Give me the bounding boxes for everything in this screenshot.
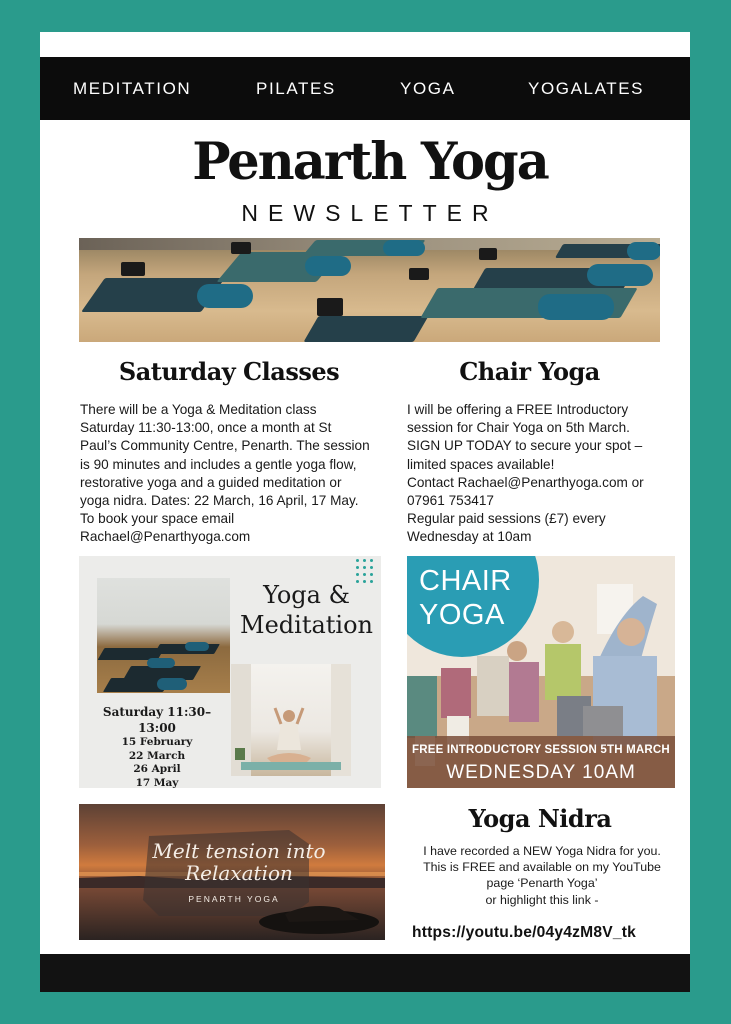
meditation-schedule (93, 704, 221, 788)
free-session-banner: FREE INTRODUCTORY SESSION 5TH MARCH (412, 744, 670, 756)
yoga-block (121, 262, 145, 276)
chair-yoga-heading: Chair Yoga (459, 357, 600, 386)
schedule-date: 26 April (133, 763, 181, 775)
yoga-bolster (383, 240, 425, 256)
footer-bar (40, 954, 690, 992)
studio-hero-image (79, 238, 660, 342)
weekday-time-banner: WEDNESDAY 10AM (446, 762, 636, 783)
yoga-bolster (538, 294, 614, 320)
schedule-date: 17 May (135, 776, 179, 788)
nav-item-meditation[interactable]: MEDITATION (73, 79, 192, 98)
yoga-block (231, 242, 251, 254)
yoga-block (479, 248, 497, 260)
chair-yoga-flyer (407, 556, 675, 788)
yoga-nidra-text: I have recorded a NEW Yoga Nidra for you. This is FREE and available on my YouTube page ‘Penarth Yoga’ or highlight this link - (423, 844, 661, 907)
yoga-block (317, 298, 343, 316)
relaxation-script-text: Melt tension into Relaxation (152, 839, 326, 885)
yoga-meditation-heading: Yoga & Meditation (240, 581, 373, 639)
studio-photo (97, 578, 230, 693)
chair-yoga-flyer-title: CHAIR YOGA (419, 565, 512, 631)
meditating-person-photo (231, 664, 351, 776)
schedule-time: Saturday 11:30–13:00 (102, 705, 212, 735)
yoga-bolster (627, 242, 660, 260)
newsletter-subtitle: NEWSLETTER (241, 200, 499, 226)
meditation-figure-icon (231, 664, 351, 776)
chair-yoga-text: I will be offering a FREE Introductory session for Chair Yoga on 5th March. SIGN UP TODAY to secure your spot – limited spaces available! Contact Rachael@Penarthyoga.com or 07961 753417 Regular paid sessions (£7) every Wednesday at 10am (407, 402, 644, 545)
youtube-link[interactable]: https://youtu.be/04y4zM8V_tk (412, 924, 636, 941)
nav-item-pilates[interactable]: PILATES (256, 79, 336, 98)
yoga-bolster (587, 264, 653, 286)
schedule-date: 15 February (121, 736, 193, 748)
yoga-bolster (197, 284, 253, 308)
saturday-classes-text: There will be a Yoga & Meditation class Saturday 11:30-13:00, once a month at St Paul’s Community Centre, Penarth. The session is 90 minutes and includes a gentle yoga flow, restorative yoga and a guided meditation or yoga nidra. Dates: 22 March, 16 April, 17 May. To book your space email Rachael@Penarthyoga.com (80, 402, 370, 545)
relaxation-sunset-image (79, 804, 385, 940)
saturday-classes-heading: Saturday Classes (118, 357, 340, 386)
yoga-nidra-heading: Yoga Nidra (468, 804, 612, 833)
yoga-block (409, 268, 429, 280)
nav-item-yoga[interactable]: YOGA (400, 79, 456, 98)
yoga-mat (303, 316, 428, 342)
nav-item-yogalates[interactable]: YOGALATES (528, 79, 645, 98)
yoga-bolster (305, 256, 351, 276)
newsletter-title: Penarth Yoga (192, 132, 548, 192)
yoga-meditation-flyer (79, 556, 381, 788)
top-navigation (40, 57, 690, 120)
newsletter-page (40, 32, 690, 992)
schedule-date: 22 March (128, 749, 186, 762)
relaxation-brand-text: PENARTH YOGA (188, 894, 280, 904)
